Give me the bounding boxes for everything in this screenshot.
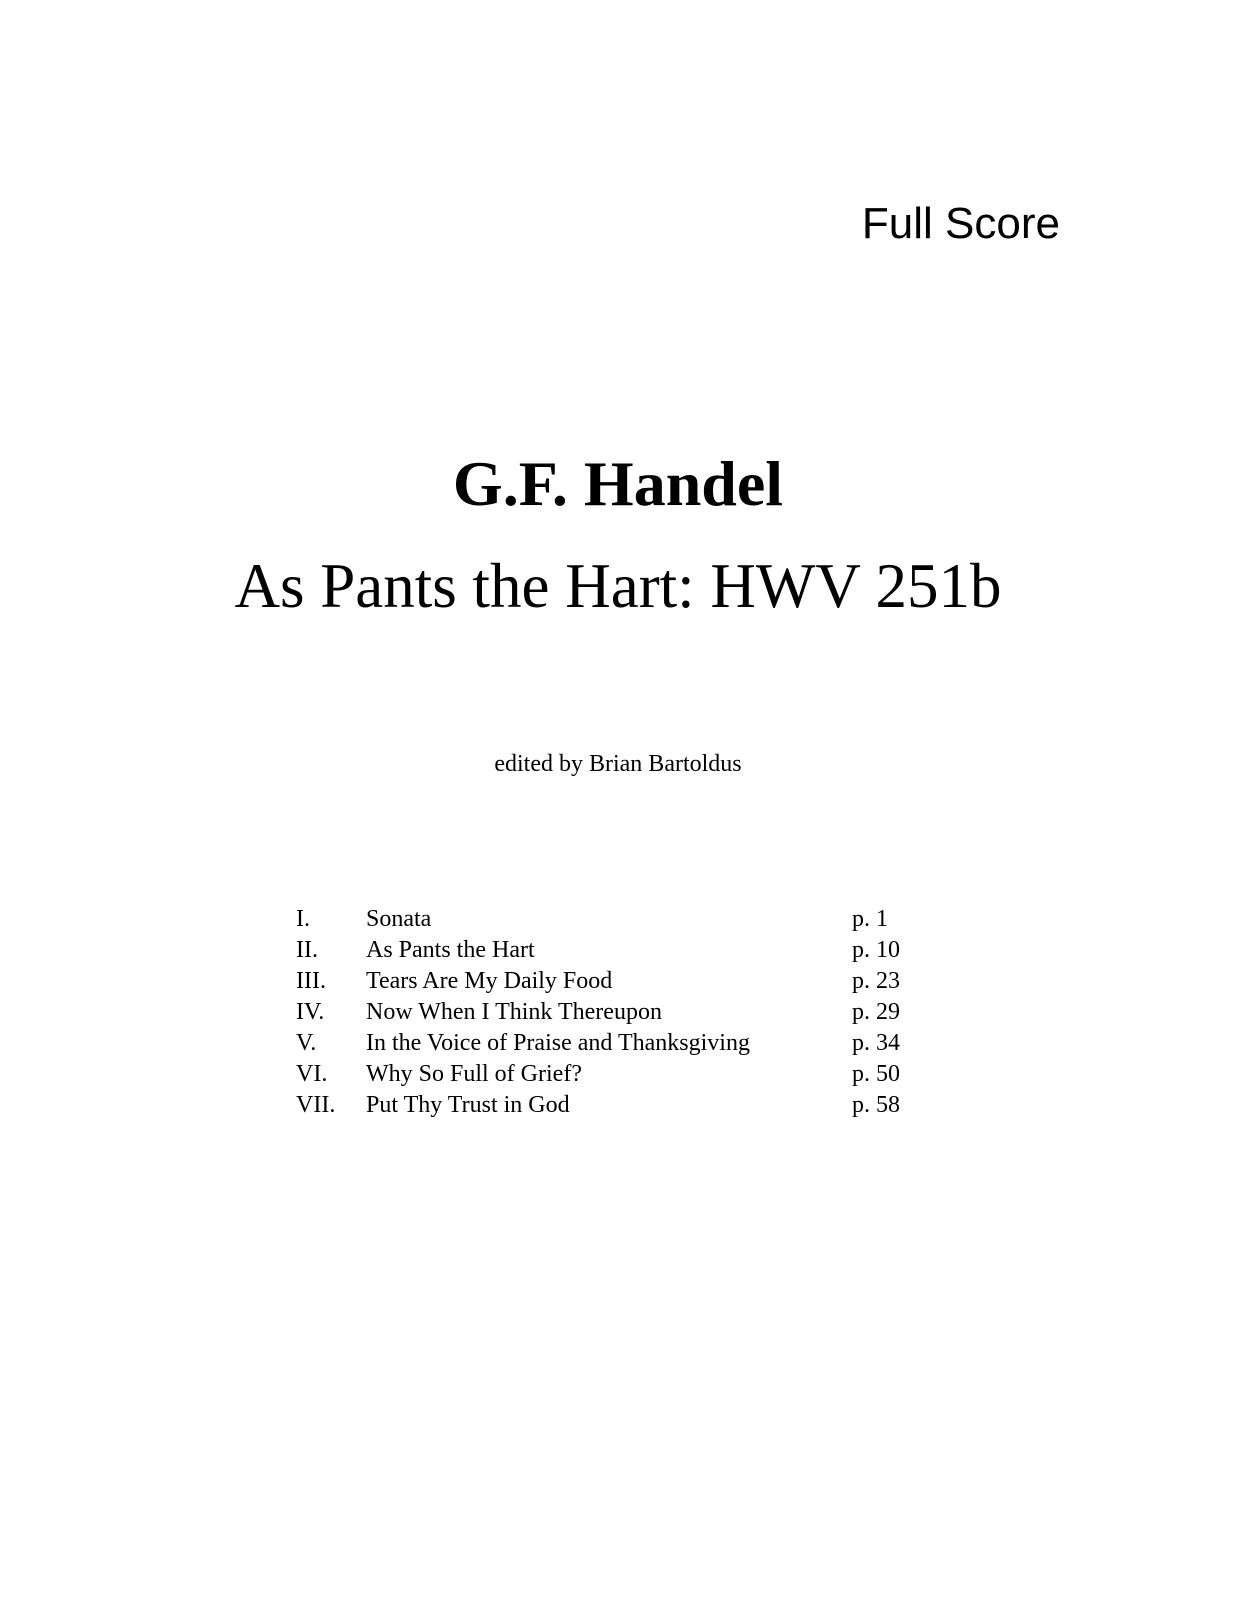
movement-numeral: I. [296, 906, 310, 932]
contents-row [296, 1028, 936, 1059]
movement-numeral: V. [296, 1030, 317, 1056]
contents-row [296, 1090, 936, 1121]
editor-credit: edited by Brian Bartoldus [494, 751, 742, 777]
movement-title: As Pants the Hart [366, 937, 535, 963]
movement-title: Tears Are My Daily Food [366, 968, 613, 994]
movement-title: In the Voice of Praise and Thanksgiving [366, 1030, 750, 1056]
contents-row [296, 1059, 936, 1090]
movement-numeral: VI. [296, 1061, 328, 1087]
movement-numeral: IV. [296, 999, 325, 1025]
score-type-label: Full Score [861, 199, 1060, 248]
contents-row [296, 997, 936, 1028]
contents-row [296, 966, 936, 997]
movement-page: p. 1 [852, 906, 888, 932]
table-of-contents [296, 904, 936, 1121]
composer-name: G.F. Handel [452, 448, 784, 519]
contents-row [296, 904, 936, 935]
movement-title: Put Thy Trust in God [366, 1092, 570, 1118]
movement-page: p. 34 [852, 1030, 900, 1056]
movement-page: p. 50 [852, 1061, 900, 1087]
movement-numeral: II. [296, 937, 318, 963]
movement-page: p. 10 [852, 937, 900, 963]
movement-title: Now When I Think Thereupon [366, 999, 662, 1025]
movement-page: p. 58 [852, 1092, 900, 1118]
work-title: As Pants the Hart: HWV 251b [234, 551, 1002, 621]
movement-page: p. 23 [852, 968, 900, 994]
movement-numeral: III. [296, 968, 326, 994]
movement-numeral: VII. [296, 1092, 336, 1118]
movement-title: Sonata [366, 906, 432, 932]
contents-row [296, 935, 936, 966]
movement-title: Why So Full of Grief? [366, 1061, 582, 1087]
movement-page: p. 29 [852, 999, 900, 1025]
